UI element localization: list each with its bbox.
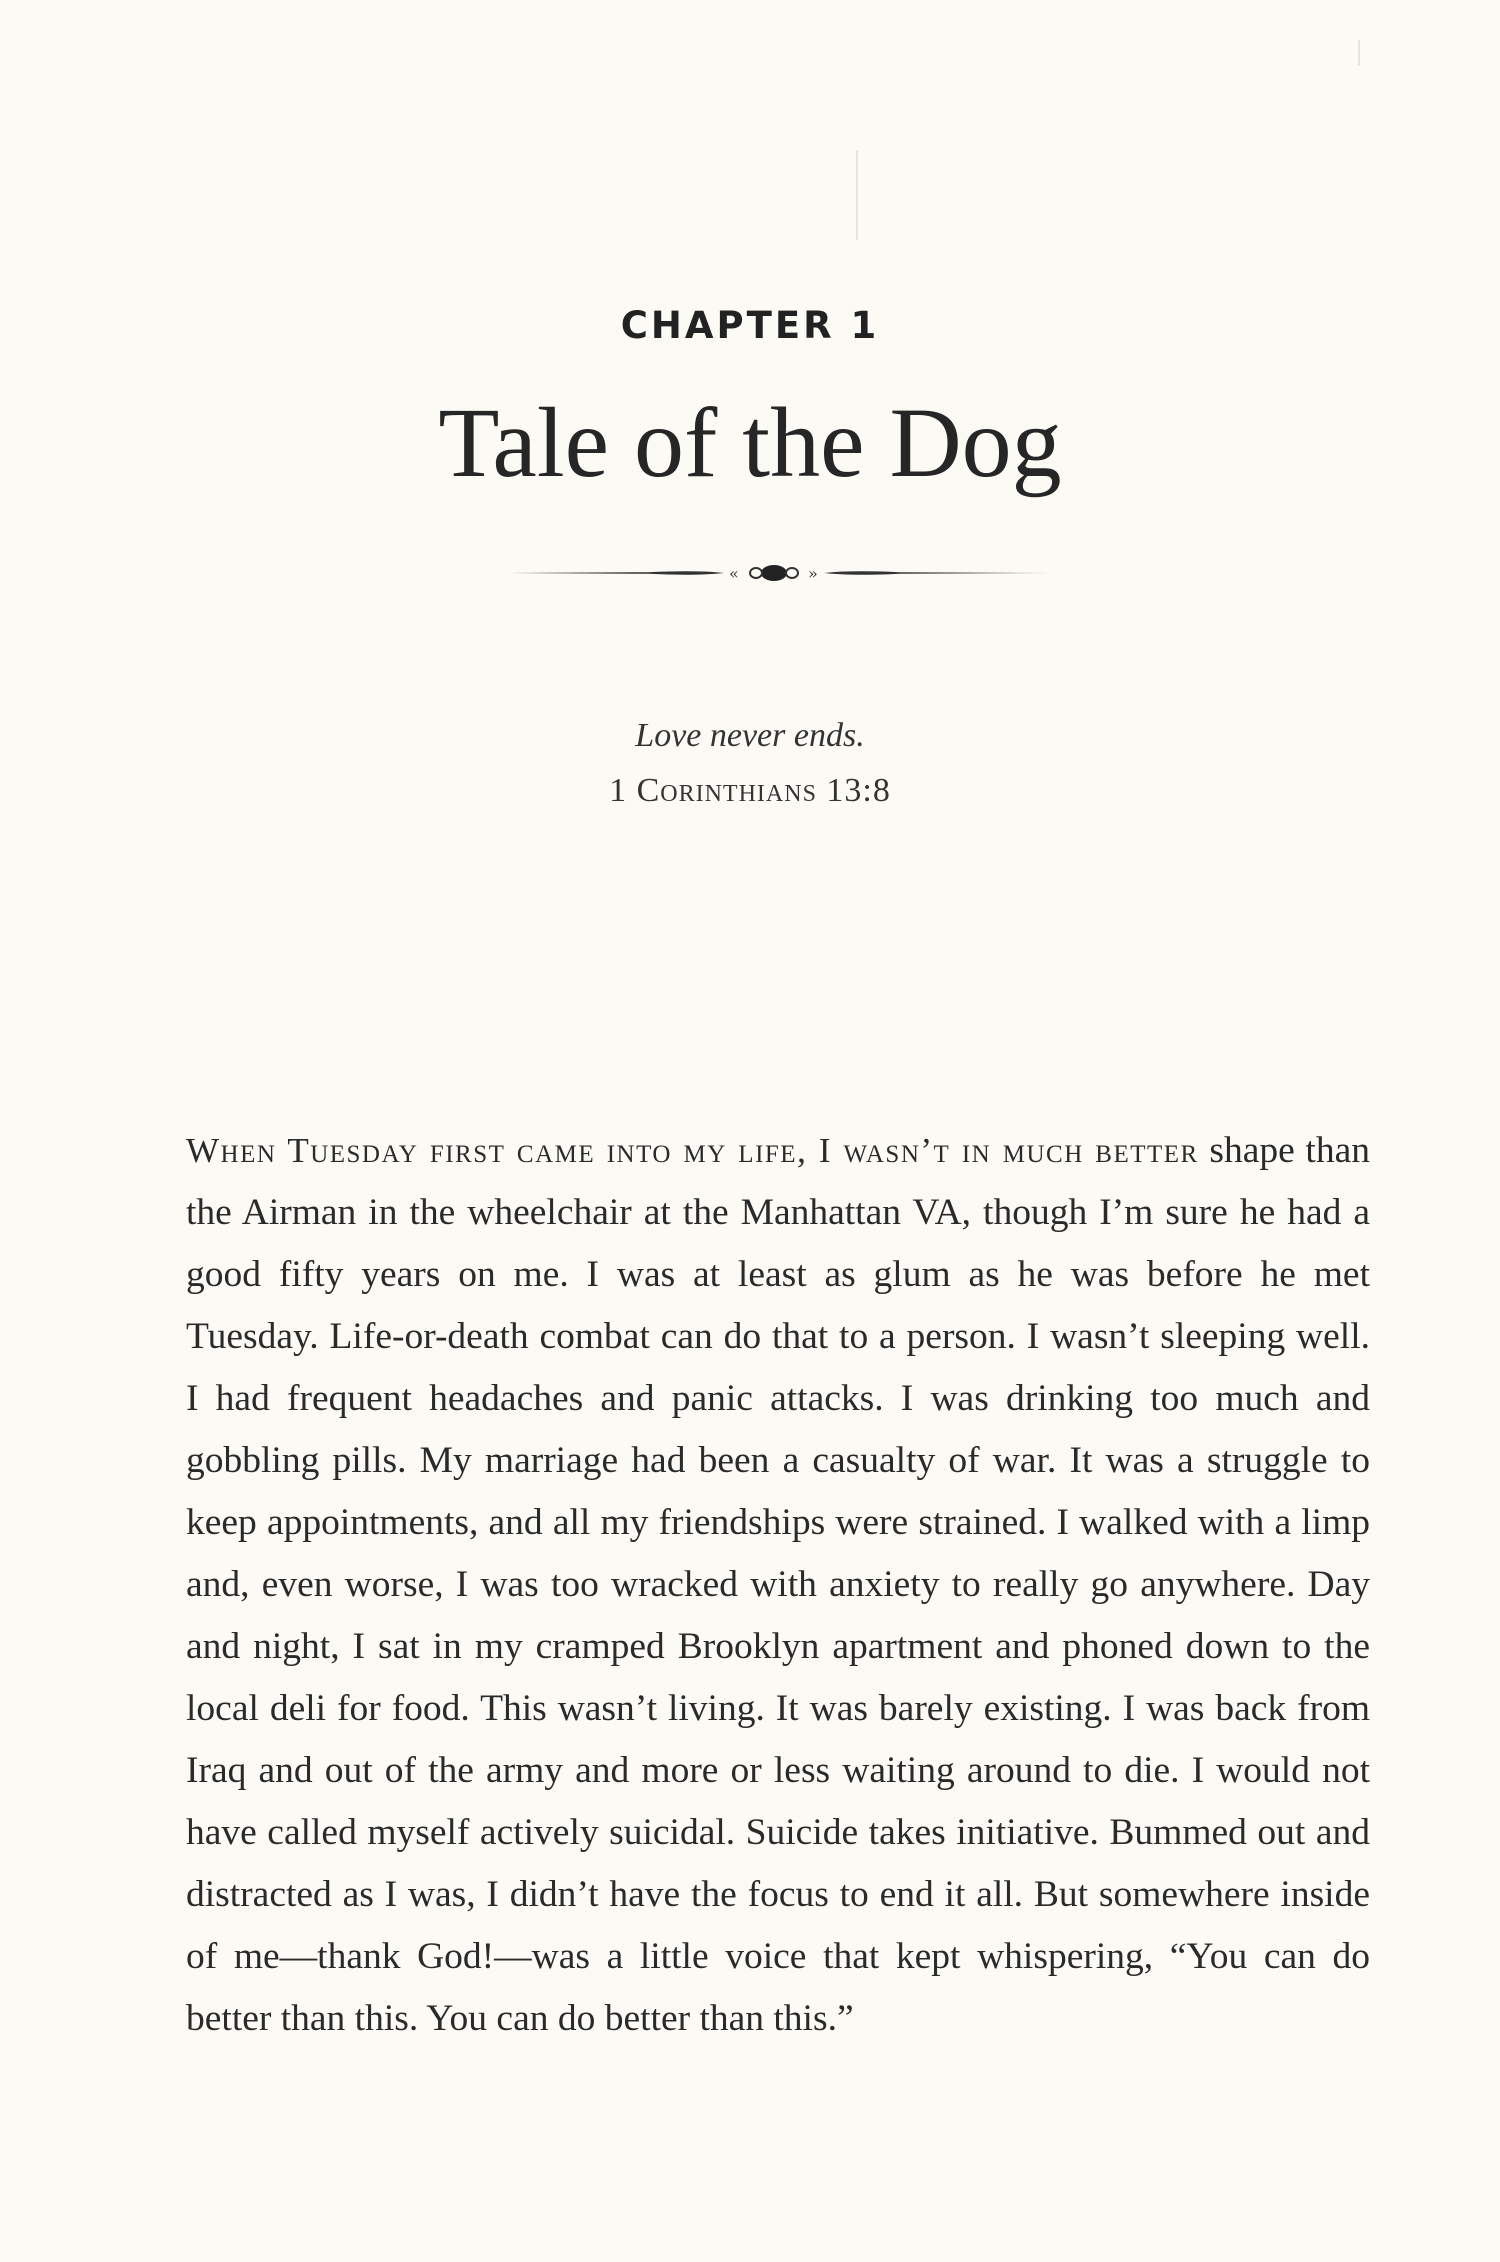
epigraph-quote: Love never ends. xyxy=(635,717,865,754)
chapter-title: Tale of the Dog xyxy=(438,387,1062,498)
chapter-body-paragraph xyxy=(186,1120,1370,2050)
scan-mark xyxy=(1358,40,1360,66)
epigraph-source: 1 Corinthians 13:8 xyxy=(609,772,891,809)
svg-text:«: « xyxy=(729,564,739,583)
chapter-label: CHAPTER 1 xyxy=(620,304,880,347)
ornamental-divider-icon xyxy=(498,559,1050,587)
paragraph-text: shape than the Airman in the wheelchair at the Manhattan VA, though I’m sure he had a good fifty years on me. I was at least as glum as he was before he met Tuesday. Life-or-death combat can do that to a person. I wasn’t sleeping well. I had frequent headaches and panic attacks. I was drinking too much and gobbling pills. My marriage had been a casualty of war. It was a struggle to keep appointments, and all my friendships were strained. I walked with a limp and, even worse, I was too wracked with anxiety to really go anywhere. Day and night, I sat in my cramped Brooklyn apartment and phoned down to the local deli for food. This wasn’t living. It was barely existing. I was back from Iraq and out of the army and more or less waiting around to die. I would not have called myself actively suicidal. Suicide takes initiative. Bummed out and distracted as I was, I didn’t have the focus to end it all. But somewhere inside of me—thank God!—was a little voice that kept whispering, “You can do better than this. You can do better than this.” xyxy=(186,1130,1370,2039)
scan-mark xyxy=(856,150,858,240)
paragraph-lead-in: When Tuesday first came into my life, I wasn’t in much better xyxy=(186,1131,1199,1170)
svg-text:»: » xyxy=(808,564,818,583)
